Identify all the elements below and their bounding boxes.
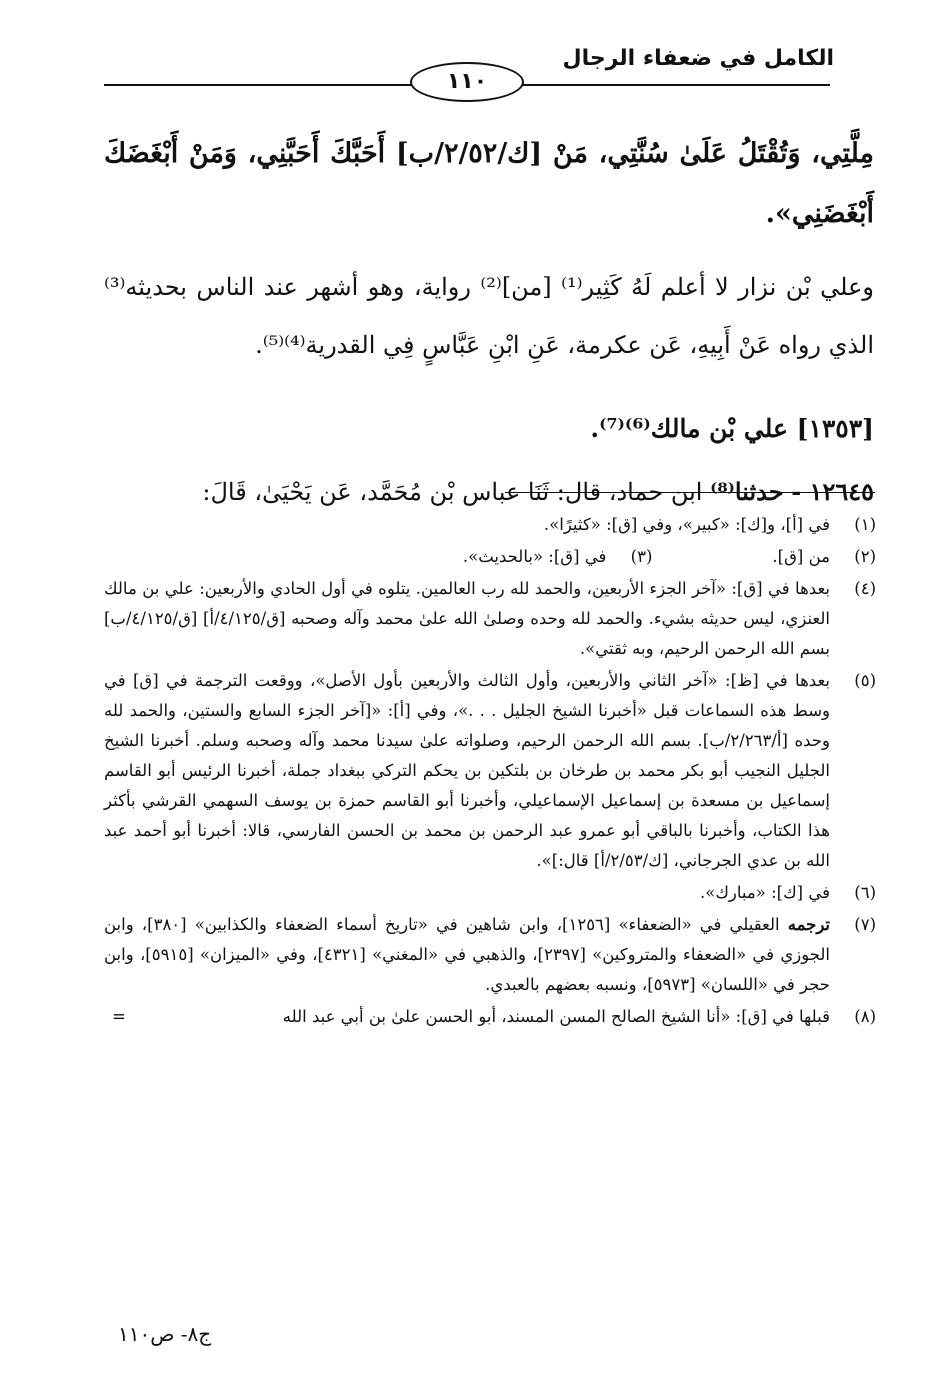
footnote-3: [463, 542, 653, 572]
page-footer: ج٨- ص١١٠: [118, 1322, 212, 1346]
main-text: [104, 124, 874, 522]
footnotes: [104, 508, 876, 1034]
footnote-rule: [505, 492, 875, 493]
footnote-number: (٣): [630, 547, 653, 566]
footnote-row-2-3: [104, 542, 876, 572]
footnote-text: بعدها في [ظ]: «آخر الثاني والأربعين، وأول الثالث والأربعين بأول الأصل»، ووقعت الترجمة في [ق] في وسط هذه السماعات قبل «أخبرنا الشيخ الجليل . . .»، وفي [أ]: «[آخر الجزء السابع والستين، والحمد لله وحده [أ/٢/٢٦٣/ب]. بسم الله الرحمن الرحيم، وصلواته علىٰ سيدنا محمد وآله وصحبه وسلم. أخبرنا الشيخ الجليل النجيب أبو بكر محمد بن طرخان بن بلتكين بن يحكم التركي ببغداد جملة، أخبرنا الرئيس أبو القاسم إسماعيل بن مسعدة بن إسماعيل الإسماعيلي، وأخبرنا أبو القاسم حمزة بن يوسف السهمي القرشي بأكثر هذا الكتاب، وأخبرنا بالباقي أبو عمرو عبد الرحمن بن محمد بن الحسن الفارسي، قالا: أخبرنا أبو أحمد عبد الله بن عدي الجرجاني، [ك/٢/٥٣/أ] قال:]».: [104, 671, 830, 870]
footnote-number: (٧): [854, 915, 876, 934]
footnote-text: في [ك]: «مبارك».: [699, 883, 830, 902]
footnote-text: في [أ]، و[ك]: «كبير»، وفي [ق]: «كثيرًا».: [543, 515, 830, 534]
footnote-6: [104, 878, 876, 908]
footnote-text: قبلها في [ق]: «أنا الشيخ الصالح المسن المسند، أبو الحسن علىٰ بن أبي عبد الله: [282, 1007, 830, 1026]
footnote-2: [772, 542, 876, 572]
narration-paragraph: وعلي بْن نزار لا أعلم لَهُ كَثِير⁽¹⁾ [من]⁽²⁾ رواية، وهو أشهر عند الناس بحديثه⁽³⁾ الذي رواه عَنْ أَبِيهِ، عَن عكرمة، عَنِ ابْنِ عَبَّاسٍ فِي القدرية⁽⁴⁾⁽⁵⁾.: [104, 273, 874, 359]
footnote-number: (٨): [854, 1007, 876, 1026]
footnote-number: (٢): [854, 547, 876, 566]
entry-heading: [١٣٥٣] علي بْن مالك⁽⁶⁾⁽⁷⁾.: [590, 414, 874, 443]
hadith-chain: ابن حماد، قال: ثَنَا عباس بْن مُحَمَّد، عَن يَحْيَىٰ، قَالَ:: [202, 478, 703, 506]
footnote-number: (٦): [854, 883, 876, 902]
footnote-text: من [ق].: [772, 547, 830, 566]
hadith-number: ١٢٦٤٥ -: [791, 477, 874, 506]
footnote-text: [104, 910, 830, 1000]
footnote-text: في [ق]: «بالحديث».: [462, 547, 607, 566]
footnote-8: [104, 1002, 876, 1032]
footnote-number: (٥): [854, 671, 876, 690]
footnote-5: [104, 666, 876, 876]
footnote-number: (٤): [854, 579, 876, 598]
footnote-7: [104, 910, 876, 1000]
footnote-text: بعدها في [ق]: «آخر الجزء الأربعين، والحمد لله رب العالمين. يتلوه في أول الحادي والأربعين: علي بن مالك العنزي، ليس حديثه بشيء. والحمد لله وحده وصلىٰ الله علىٰ محمد وآله وصحبه [ق/٤/١٢٥/أ] [ق/٤/١٢٥/ب] بسم الله الرحمن الرحيم، وبه ثقتي».: [104, 579, 830, 658]
page-number-badge: ١١٠: [410, 62, 524, 102]
footnote-4: [104, 574, 876, 664]
footnote-1: [104, 510, 876, 540]
footnote-lead-word: ترجمه: [787, 915, 831, 934]
footnote-number: (١): [854, 515, 876, 534]
continuation-mark: =: [112, 1007, 126, 1026]
hadith-lead-word: حدثنا⁽⁸⁾: [710, 477, 784, 506]
hadith-continuation: مِلَّتِي، وَتُقْتَلُ عَلَىٰ سُنَّتِي، مَنْ [ك/٢/٥٢/ب] أَحَبَّكَ أَحَبَّنِي، وَمَنْ أَبْغَضَكَ أَبْغَضَنِي».: [104, 138, 875, 229]
running-head: الكامل في ضعفاء الرجال: [562, 46, 834, 71]
footnote-text-rest: العقيلي في «الضعفاء» [١٢٥٦]، وابن شاهين في «تاريخ أسماء الضعفاء والكذابين» [٣٨٠]، وابن الجوزي في «الضعفاء والمتروكين» [٢٣٩٧]، والذهبي في «المغني» [٤٣٢١]، وفي «الميزان» [٥٩١٥]، وابن حجر في «اللسان» [٥٩٧٣]، ونسبه بعضهم بالعبدي.: [104, 915, 831, 994]
